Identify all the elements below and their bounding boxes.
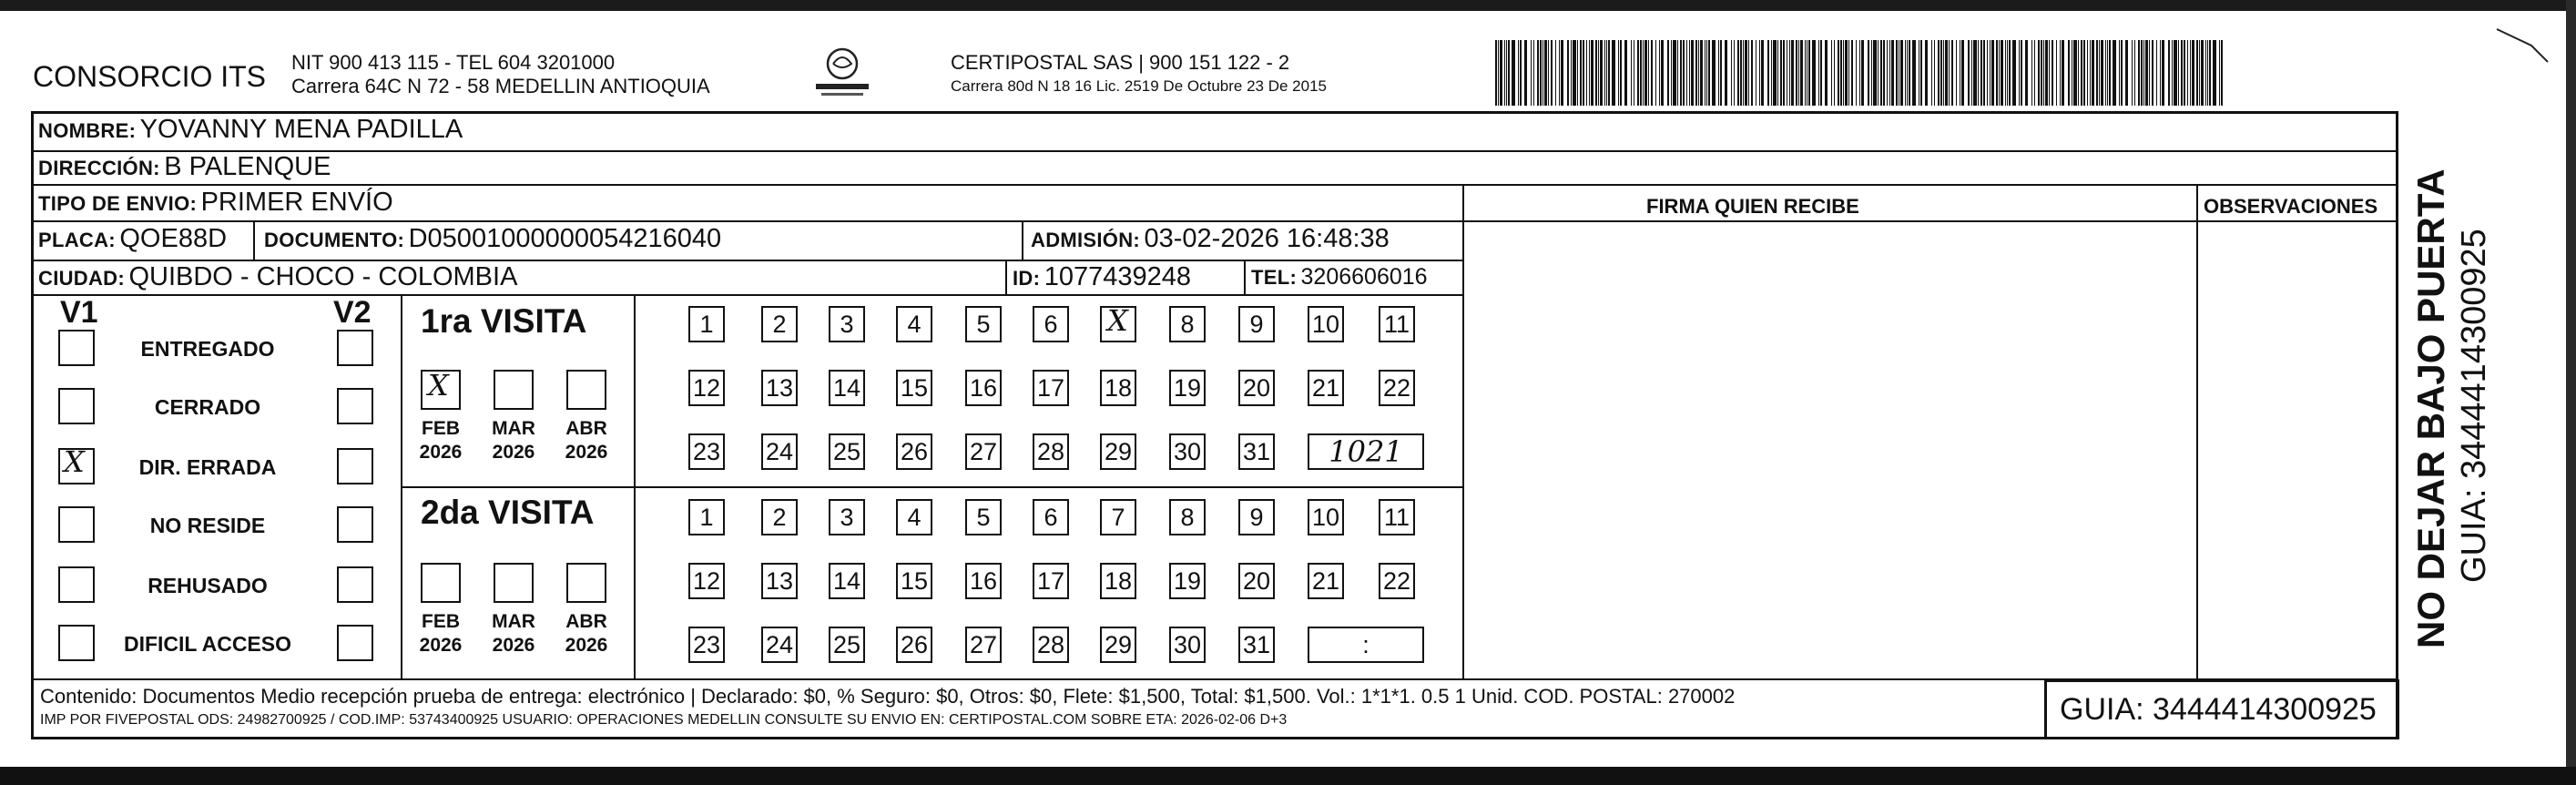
first-day-box[interactable]: 17: [1033, 370, 1069, 406]
first-day-box[interactable]: 27: [965, 433, 1002, 470]
month-year: 2026: [492, 635, 535, 656]
v2-checkbox[interactable]: [337, 566, 373, 603]
document-row: [264, 224, 721, 254]
first-day-box[interactable]: 16: [965, 370, 1002, 406]
city-value: QUIBDO - CHOCO - COLOMBIA: [128, 262, 518, 291]
month-year: 2026: [419, 635, 463, 656]
address-value: B PALENQUE: [164, 152, 331, 181]
handwritten-time: 1021: [1329, 434, 1403, 469]
phone-value: 3206606016: [1300, 264, 1428, 290]
second-month-label: [413, 610, 468, 658]
month-name: MAR: [492, 418, 535, 439]
address-row: [38, 152, 331, 182]
second-day-box[interactable]: 28: [1033, 627, 1069, 663]
first-month-checkbox[interactable]: [566, 370, 606, 410]
second-day-box[interactable]: 12: [688, 563, 725, 599]
first-day-box[interactable]: 28: [1033, 433, 1069, 470]
check-mark: X: [64, 444, 85, 479]
second-day-box[interactable]: 15: [896, 563, 932, 599]
month-name: FEB: [422, 418, 460, 439]
second-month-checkbox[interactable]: [494, 563, 534, 603]
first-day-box[interactable]: 15: [896, 370, 932, 406]
first-day-box[interactable]: 24: [761, 433, 798, 470]
second-day-box[interactable]: 18: [1100, 563, 1136, 599]
second-day-box[interactable]: 6: [1033, 499, 1069, 535]
check-mark: X: [1107, 303, 1128, 338]
divider: [634, 294, 636, 678]
admission-value: 03-02-2026 16:48:38: [1144, 224, 1390, 253]
first-day-box[interactable]: 18: [1100, 370, 1136, 406]
name-label: NOMBRE:: [38, 119, 137, 142]
second-day-box[interactable]: 5: [965, 499, 1002, 535]
divider: [253, 220, 255, 260]
v2-checkbox[interactable]: [337, 625, 373, 661]
first-month-label: [413, 417, 468, 464]
second-day-box[interactable]: 31: [1238, 627, 1275, 663]
side-tracking-number: GUIA: 3444414300925: [2455, 229, 2493, 583]
second-day-box[interactable]: 9: [1238, 499, 1275, 535]
observations-header: OBSERVACIONES: [2204, 195, 2378, 218]
first-day-box[interactable]: 26: [896, 433, 932, 470]
second-time-box[interactable]: :: [1308, 627, 1424, 663]
city-label: CIUDAD:: [38, 267, 125, 290]
shipping-type-value: PRIMER ENVÍO: [200, 188, 393, 217]
first-day-box[interactable]: 9: [1238, 306, 1275, 342]
shipping-type-label: TIPO DE ENVIO:: [38, 192, 198, 215]
plate-label: PLACA:: [38, 229, 116, 251]
print-info-line: IMP POR FIVEPOSTAL ODS: 24982700925 / COD.IMP: 53743400925 USUARIO: OPERACIONES MEDELLIN CONSULTE SU ENVIO EN: CERTIPOSTAL.COM SOBRE ETA: 2026-02-06 D+3: [40, 712, 1288, 728]
second-day-box[interactable]: 27: [965, 627, 1002, 663]
name-row: [38, 115, 463, 145]
name-value: YOVANNY MENA PADILLA: [139, 115, 463, 144]
second-day-box[interactable]: 25: [829, 627, 865, 663]
first-day-box[interactable]: 29: [1100, 433, 1136, 470]
status-label: DIFICIL ACCESO: [123, 632, 291, 656]
second-day-box[interactable]: 7: [1100, 499, 1136, 535]
scan-edge-right: [2566, 0, 2576, 767]
address-label: DIRECCIÓN:: [38, 157, 160, 179]
second-day-box[interactable]: 16: [965, 563, 1002, 599]
nit-line: NIT 900 413 115 - TEL 604 3201000: [291, 51, 616, 74]
first-day-box[interactable]: 5: [965, 306, 1002, 342]
first-day-box[interactable]: 8: [1169, 306, 1206, 342]
fold-mark-icon: [2495, 27, 2550, 64]
second-day-box[interactable]: 26: [896, 627, 932, 663]
status-label: CERRADO: [154, 395, 261, 419]
second-month-label: [486, 610, 541, 658]
first-day-box[interactable]: 10: [1308, 306, 1344, 342]
divider: [401, 294, 402, 678]
divider: [31, 150, 2398, 152]
divider: [2196, 184, 2198, 678]
first-day-box[interactable]: 13: [761, 370, 798, 406]
certipostal-info: [951, 51, 1327, 98]
month-name: FEB: [422, 611, 460, 632]
first-month-checkbox[interactable]: [494, 370, 534, 410]
shipping-type-row: [38, 188, 393, 218]
phone-label: TEL:: [1251, 266, 1298, 289]
plate-value: QOE88D: [119, 224, 228, 253]
first-day-box[interactable]: 25: [829, 433, 865, 470]
month-year: 2026: [419, 442, 463, 463]
address-line: Carrera 64C N 72 - 58 MEDELLIN ANTIOQUIA: [291, 75, 710, 97]
id-value: 1077439248: [1044, 262, 1191, 291]
first-day-box[interactable]: 14: [829, 370, 865, 406]
second-day-box[interactable]: 14: [829, 563, 865, 599]
first-time-box[interactable]: [1308, 433, 1424, 470]
second-day-box[interactable]: 2: [761, 499, 798, 535]
month-name: ABR: [565, 418, 607, 439]
second-day-box[interactable]: 24: [761, 627, 798, 663]
v2-checkbox[interactable]: [337, 506, 373, 543]
second-month-label: [559, 610, 614, 658]
divider: [1462, 220, 2398, 222]
second-day-box[interactable]: 21: [1308, 563, 1344, 599]
first-month-label: [486, 417, 541, 464]
second-day-box[interactable]: 29: [1100, 627, 1136, 663]
admission-row: [1031, 224, 1390, 254]
v2-checkbox[interactable]: [337, 448, 373, 484]
scan-edge-bottom: [0, 767, 2576, 785]
second-day-box[interactable]: 10: [1308, 499, 1344, 535]
first-day-box[interactable]: 22: [1379, 370, 1415, 406]
v2-checkbox[interactable]: [337, 388, 373, 424]
first-month-checkbox[interactable]: [421, 370, 461, 410]
second-visit-title: 2da VISITA: [421, 494, 595, 531]
divider: [31, 678, 2398, 680]
scan-edge-top: [0, 0, 2576, 11]
v1-header: V1: [60, 295, 98, 330]
cert-line: CERTIPOSTAL SAS | 900 151 122 - 2: [951, 51, 1290, 74]
divider: [1462, 184, 1464, 678]
signature-header: FIRMA QUIEN RECIBE: [1646, 195, 1859, 218]
divider: [1244, 260, 1246, 294]
divider: [1022, 220, 1023, 260]
v2-checkbox[interactable]: [337, 330, 373, 366]
cert-license: Carrera 80d N 18 16 Lic. 2519 De Octubre 23 De 2015: [951, 77, 1327, 95]
divider: [1005, 260, 1007, 294]
first-day-box[interactable]: 12: [688, 370, 725, 406]
do-not-leave-under-door-notice: NO DEJAR BAJO PUERTA: [2409, 168, 2452, 648]
second-month-checkbox[interactable]: [566, 563, 606, 603]
first-day-box[interactable]: 20: [1238, 370, 1275, 406]
document-label: DOCUMENTO:: [264, 229, 405, 251]
second-day-box[interactable]: 23: [688, 627, 725, 663]
first-day-box[interactable]: 11: [1379, 306, 1415, 342]
second-day-box[interactable]: 1: [688, 499, 725, 535]
second-day-box[interactable]: 22: [1379, 563, 1415, 599]
second-day-box[interactable]: 8: [1169, 499, 1206, 535]
second-day-box[interactable]: 30: [1169, 627, 1206, 663]
first-day-box[interactable]: 1: [688, 306, 725, 342]
first-month-label: [559, 417, 614, 464]
first-day-box[interactable]: 19: [1169, 370, 1206, 406]
tracking-number: GUIA: 3444414300925: [2060, 692, 2377, 727]
second-day-box[interactable]: 20: [1238, 563, 1275, 599]
v2-header: V2: [333, 295, 372, 330]
divider: [31, 184, 2398, 186]
id-row: [1013, 262, 1191, 292]
admission-label: ADMISIÓN:: [1031, 229, 1141, 251]
check-mark: X: [428, 368, 449, 403]
second-day-box[interactable]: 17: [1033, 563, 1069, 599]
second-day-box[interactable]: 4: [896, 499, 932, 535]
divider: [31, 294, 1462, 296]
month-name: MAR: [492, 611, 535, 632]
first-day-box[interactable]: 21: [1308, 370, 1344, 406]
month-name: ABR: [565, 611, 607, 632]
first-day-box[interactable]: 3: [829, 306, 865, 342]
id-label: ID:: [1013, 267, 1041, 290]
first-day-box[interactable]: 4: [896, 306, 932, 342]
second-month-checkbox[interactable]: [421, 563, 461, 603]
status-label: ENTREGADO: [140, 337, 275, 361]
first-visit-title: 1ra VISITA: [421, 302, 587, 340]
first-day-box[interactable]: [1100, 303, 1136, 342]
first-day-box[interactable]: 23: [688, 433, 725, 470]
document-value: D05001000000054216040: [408, 224, 722, 253]
status-label: NO RESIDE: [149, 514, 266, 537]
company-name: CONSORCIO ITS: [33, 60, 267, 93]
phone-row: [1251, 264, 1428, 291]
status-label: REHUSADO: [148, 574, 268, 597]
city-row: [38, 262, 517, 292]
second-day-box[interactable]: 3: [829, 499, 865, 535]
contents-line: Contenido: Documentos Medio recepción prueba de entrega: electrónico | Declarado: $0, % Seguro: $0, Otros: $0, Flete: $1,500, Total: $1,500. Vol.: 1*1*1. 0.5 1 Unid. COD. POSTAL: 270002: [40, 685, 1736, 708]
first-day-box[interactable]: 31: [1238, 433, 1275, 470]
barcode-icon: [1495, 40, 2224, 106]
status-label: DIR. ERRADA: [138, 455, 277, 479]
month-year: 2026: [565, 442, 608, 463]
plate-row: [38, 224, 227, 254]
divider: [31, 260, 1462, 261]
certipostal-logo-icon: [810, 44, 874, 104]
company-info: [291, 51, 710, 98]
second-day-box[interactable]: 19: [1169, 563, 1206, 599]
second-day-box[interactable]: 13: [761, 563, 798, 599]
month-year: 2026: [565, 635, 608, 656]
divider: [402, 486, 1462, 488]
first-day-box[interactable]: 30: [1169, 433, 1206, 470]
first-day-box[interactable]: 2: [761, 306, 798, 342]
first-day-box[interactable]: 6: [1033, 306, 1069, 342]
second-day-box[interactable]: 11: [1379, 499, 1415, 535]
divider: [31, 220, 1462, 222]
month-year: 2026: [492, 442, 535, 463]
